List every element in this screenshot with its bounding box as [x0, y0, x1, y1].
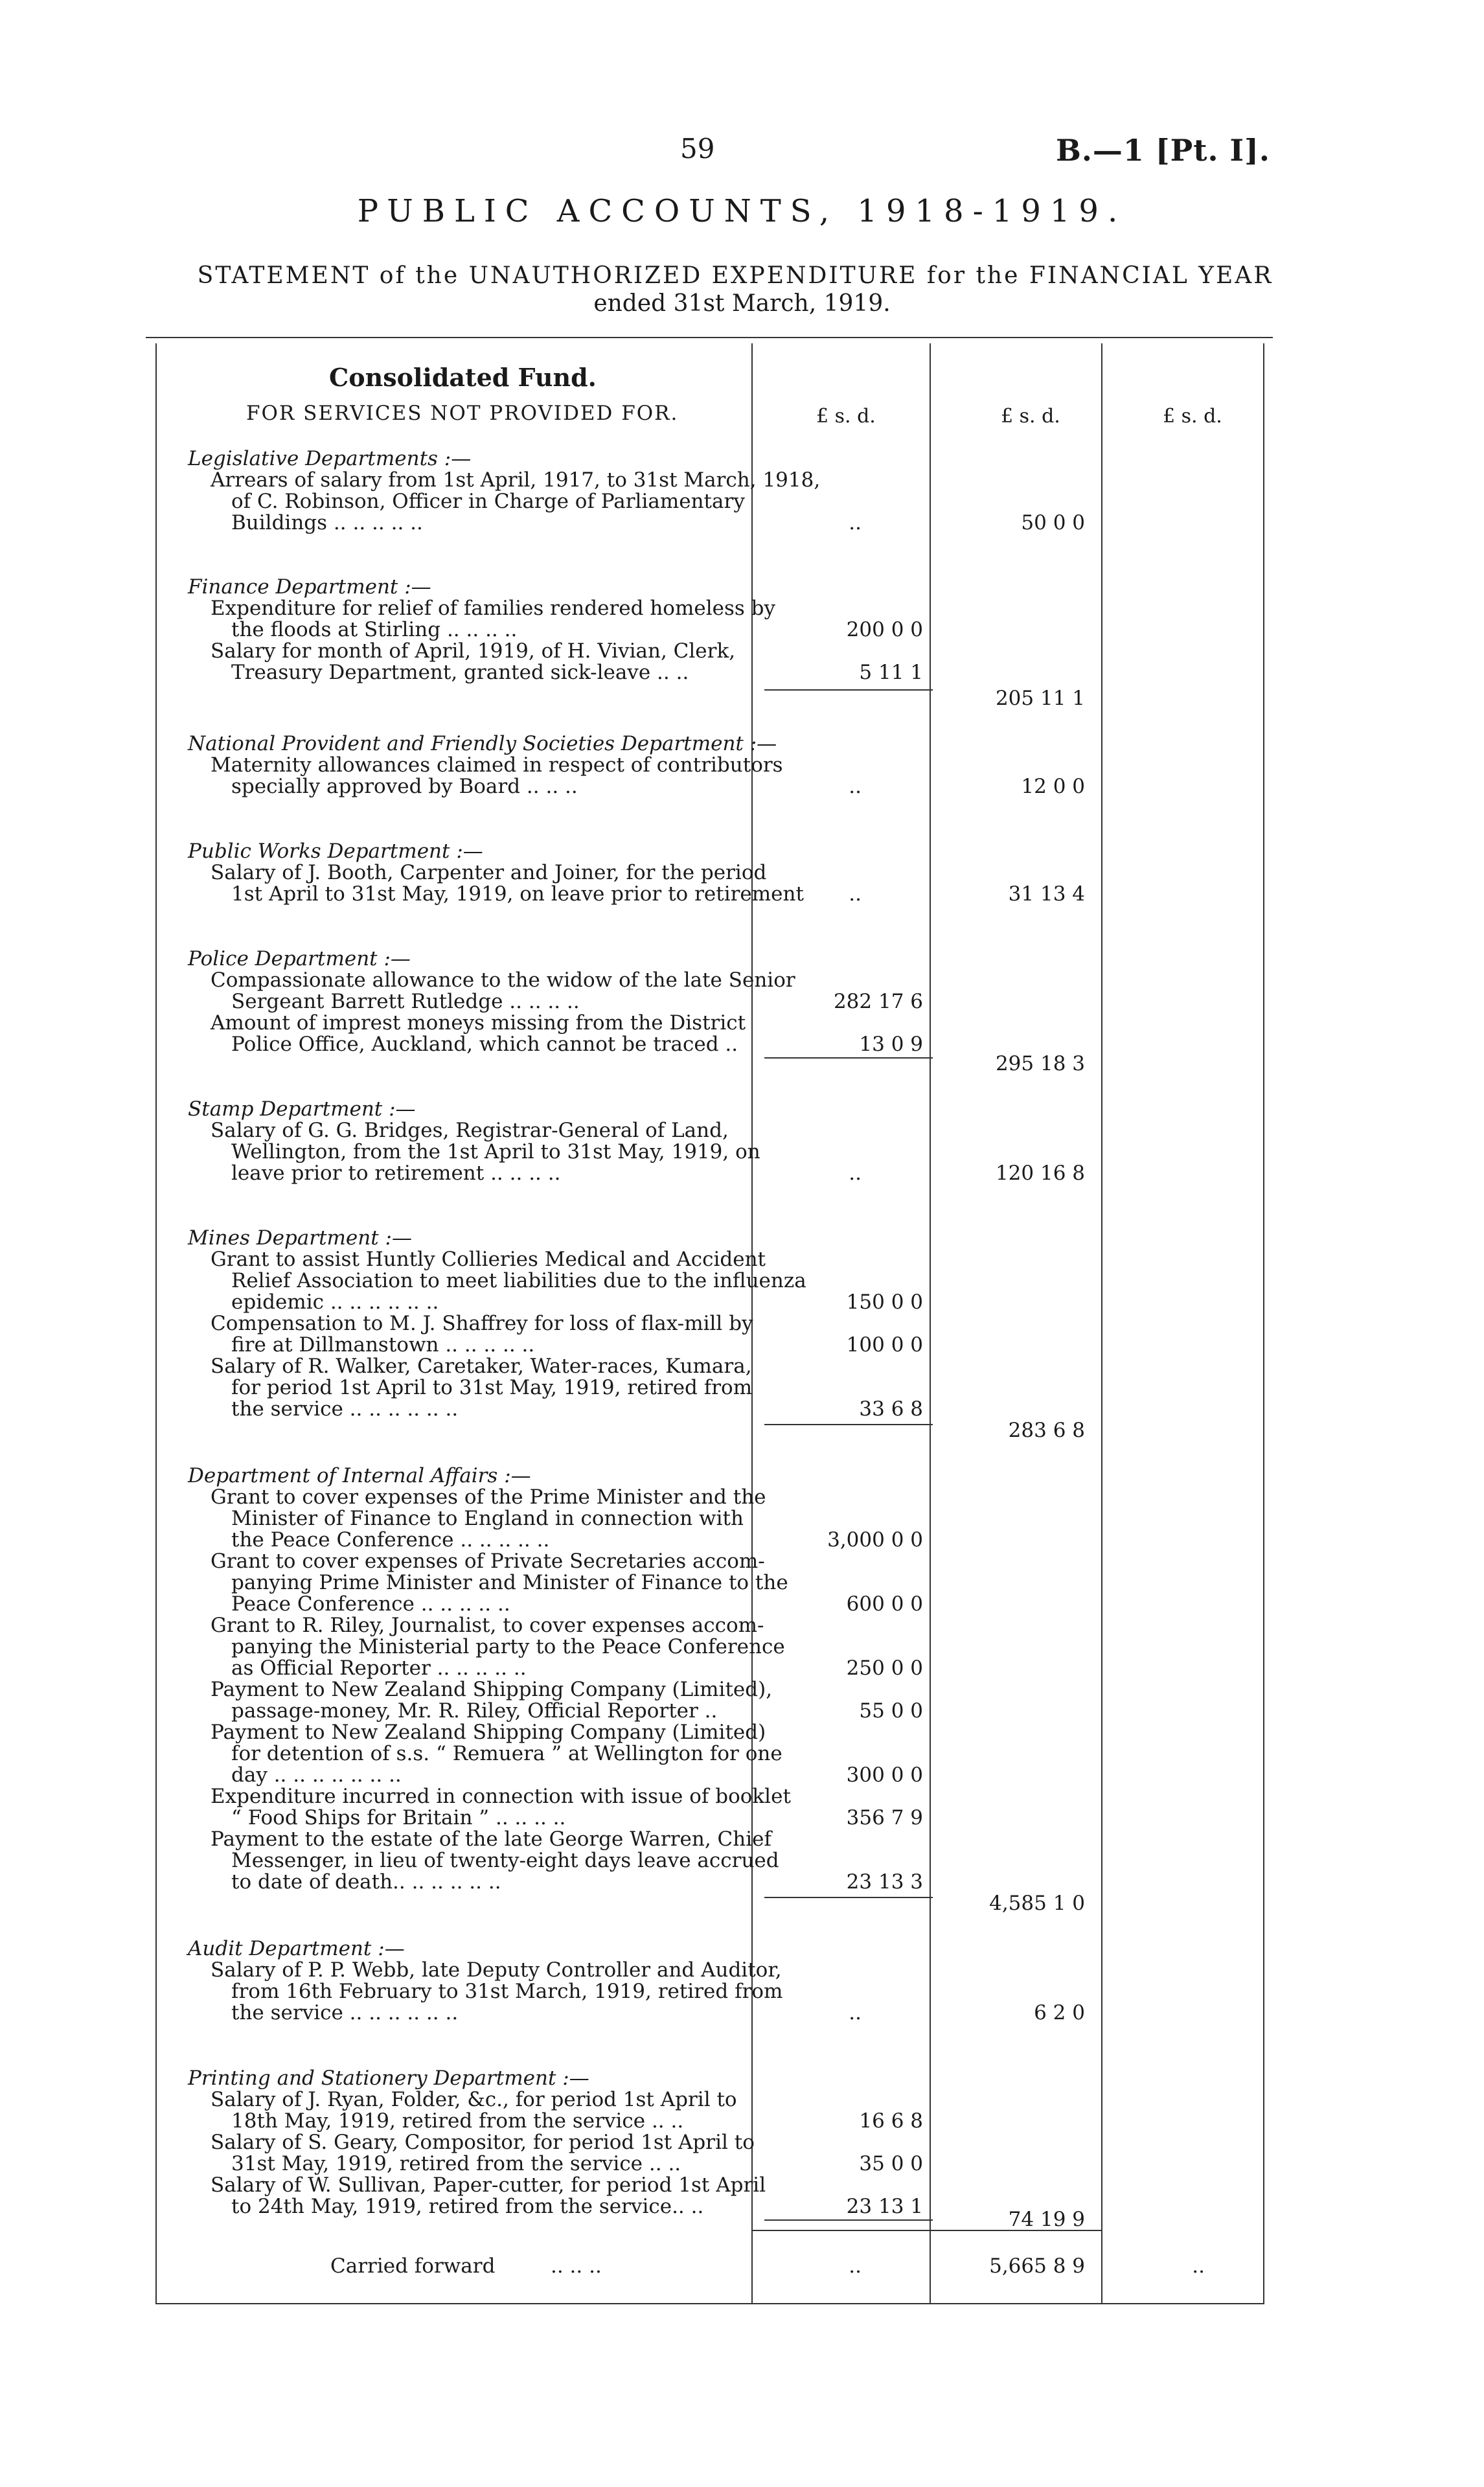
text-line: Amount of imprest moneys missing from the District — [211, 1011, 746, 1035]
dept-finance: Finance Department :— — [188, 575, 431, 599]
amount: .. — [849, 511, 862, 534]
text-line: as Official Reporter .. .. .. .. .. — [231, 1656, 527, 1680]
amount: 16 6 8 — [859, 2109, 923, 2133]
text-line: to date of death.. .. .. .. .. .. — [231, 1870, 501, 1894]
amount: 33 6 8 — [859, 1397, 923, 1421]
amount: 35 0 0 — [859, 2152, 923, 2175]
column-header-3: £ s. d. — [1163, 405, 1222, 428]
amount: 23 13 3 — [846, 1870, 923, 1894]
amount: .. — [849, 2001, 862, 2024]
text-line: the service .. .. .. .. .. .. — [231, 2001, 459, 2024]
text-line: Arrears of salary from 1st April, 1917, to 31st March, 1918, — [211, 468, 821, 492]
column-header-2: £ s. d. — [1001, 405, 1060, 428]
subtotal-rule — [764, 1424, 933, 1425]
text-line: day .. .. .. .. .. .. .. — [231, 1763, 402, 1787]
text-line: Grant to cover expenses of the Prime Minister and the — [211, 1485, 766, 1509]
amount-total: 120 16 8 — [995, 1162, 1085, 1185]
table-col3-rule — [1101, 343, 1102, 2303]
text-line: for detention of s.s. “ Remuera ” at Wellington for one — [231, 1742, 782, 1765]
column-header-1: £ s. d. — [816, 405, 876, 428]
page-number: 59 — [680, 133, 715, 165]
subtotal-rule — [764, 1057, 933, 1059]
amount: 55 0 0 — [859, 1699, 923, 1723]
text-line: 1st April to 31st May, 1919, on leave prior to retirement — [231, 882, 804, 906]
text-line: Grant to assist Huntly Collieries Medical and Accident — [211, 1248, 766, 1271]
text-line: Salary of G. G. Bridges, Registrar-General of Land, — [211, 1119, 729, 1142]
table-top-rule — [146, 337, 1273, 338]
text-line: to 24th May, 1919, retired from the service.. .. — [231, 2195, 704, 2218]
text-line: Compensation to M. J. Shaffrey for loss of flax-mill by — [211, 1312, 753, 1335]
dept-internal-affairs: Department of Internal Affairs :— — [188, 1464, 531, 1487]
table-right-rule — [1263, 343, 1264, 2303]
text-line: Buildings .. .. .. .. .. — [231, 511, 423, 534]
text-line: Payment to New Zealand Shipping Company (Limited), — [211, 1678, 773, 1701]
carried-forward-leaders: .. .. .. — [551, 2254, 602, 2278]
text-line: Salary for month of April, 1919, of H. Vivian, Clerk, — [211, 639, 736, 663]
subtotal-rule — [764, 1897, 933, 1898]
text-line: Maternity allowances claimed in respect of contributors — [211, 753, 783, 777]
dept-printing-stationery: Printing and Stationery Department :— — [188, 2067, 589, 2090]
table-left-rule — [155, 343, 157, 2303]
amount: 100 0 0 — [846, 1333, 923, 1357]
dept-audit: Audit Department :— — [188, 1937, 405, 1960]
text-line: Sergeant Barrett Rutledge .. .. .. .. — [231, 990, 580, 1013]
amount: .. — [849, 775, 862, 798]
text-line: Minister of Finance to England in connection with — [231, 1507, 744, 1530]
amount-total: 4,585 1 0 — [989, 1892, 1085, 1915]
text-line: Salary of R. Walker, Caretaker, Water-races, Kumara, — [211, 1355, 752, 1378]
text-line: panying Prime Minister and Minister of Finance to the — [231, 1571, 788, 1594]
amount: 356 7 9 — [846, 1806, 923, 1829]
text-line: Messenger, in lieu of twenty-eight days leave accrued — [231, 1849, 779, 1872]
carried-forward-label: Carried forward — [330, 2254, 496, 2278]
amount-total: 295 18 3 — [995, 1052, 1085, 1075]
dept-national-provident: National Provident and Friendly Societies Department :— — [188, 732, 777, 755]
dept-public-works: Public Works Department :— — [188, 840, 483, 863]
text-line: specially approved by Board .. .. .. — [231, 775, 578, 798]
amount-total: 283 6 8 — [1008, 1419, 1085, 1442]
text-line: Payment to New Zealand Shipping Company (Limited) — [211, 1721, 766, 1744]
document-reference: B.—1 [Pt. I]. — [1056, 133, 1270, 168]
subtotal-rule — [764, 2219, 933, 2221]
text-line: Grant to cover expenses of Private Secretaries accom- — [211, 1550, 765, 1573]
amount: 3,000 0 0 — [827, 1528, 923, 1552]
fund-title: Consolidated Fund. — [329, 363, 597, 392]
text-line: Peace Conference .. .. .. .. .. — [231, 1592, 510, 1616]
text-line: Expenditure for relief of families rendered homeless by — [211, 597, 775, 620]
amount: 200 0 0 — [846, 618, 923, 641]
text-line: Salary of W. Sullivan, Paper-cutter, for period 1st April — [211, 2173, 766, 2197]
amount-total: 6 2 0 — [1034, 2001, 1085, 2024]
carried-forward-col2: 5,665 8 9 — [989, 2254, 1085, 2278]
amount: .. — [849, 882, 862, 906]
text-line: Salary of P. P. Webb, late Deputy Controller and Auditor, — [211, 1958, 782, 1982]
text-line: epidemic .. .. .. .. .. .. — [231, 1290, 439, 1314]
amount-total: 31 13 4 — [1008, 882, 1085, 906]
text-line: Salary of S. Geary, Compositor, for period 1st April to — [211, 2131, 755, 2154]
carried-forward-col1: .. — [849, 2254, 862, 2278]
amount: 250 0 0 — [846, 1656, 923, 1680]
text-line: Grant to R. Riley, Journalist, to cover expenses accom- — [211, 1614, 764, 1637]
dept-legislative: Legislative Departments :— — [188, 447, 472, 470]
text-line: Payment to the estate of the late George Warren, Chief — [211, 1828, 771, 1851]
text-line: the floods at Stirling .. .. .. .. — [231, 618, 518, 641]
text-line: from 16th February to 31st March, 1919, retired from — [231, 1980, 783, 2003]
amount-total: 205 11 1 — [995, 687, 1085, 710]
table-bottom-rule — [155, 2303, 1264, 2304]
page-title: PUBLIC ACCOUNTS, 1918-1919. — [357, 193, 1127, 229]
dept-stamp: Stamp Department :— — [188, 1097, 416, 1121]
text-line: of C. Robinson, Officer in Charge of Parliamentary — [231, 490, 745, 513]
amount: 600 0 0 — [846, 1592, 923, 1616]
text-line: the Peace Conference .. .. .. .. .. — [231, 1528, 550, 1552]
text-line: Police Office, Auckland, which cannot be traced .. — [231, 1033, 738, 1056]
carried-forward-col3: .. — [1192, 2254, 1205, 2278]
text-line: for period 1st April to 31st May, 1919, retired from — [231, 1376, 753, 1399]
text-line: fire at Dillmanstown .. .. .. .. .. — [231, 1333, 535, 1357]
statement-subheading: ended 31st March, 1919. — [593, 290, 891, 317]
text-line: Relief Association to meet liabilities due to the influenza — [231, 1269, 806, 1292]
text-line: 18th May, 1919, retired from the service .. .. — [231, 2109, 684, 2133]
subtotal-rule — [764, 689, 933, 691]
text-line: passage-money, Mr. R. Riley, Official Reporter .. — [231, 1699, 718, 1723]
dept-mines: Mines Department :— — [188, 1226, 412, 1250]
amount-total: 12 0 0 — [1021, 775, 1085, 798]
text-line: Wellington, from the 1st April to 31st May, 1919, on — [231, 1140, 760, 1163]
amount: 150 0 0 — [846, 1290, 923, 1314]
text-line: Expenditure incurred in connection with issue of booklet — [211, 1785, 791, 1808]
text-line: 31st May, 1919, retired from the service .. .. — [231, 2152, 681, 2175]
amount-total: 50 0 0 — [1021, 511, 1085, 534]
table-subheading: FOR SERVICES NOT PROVIDED FOR. — [246, 402, 679, 425]
amount: 282 17 6 — [833, 990, 923, 1013]
text-line: leave prior to retirement .. .. .. .. — [231, 1162, 561, 1185]
text-line: “ Food Ships for Britain ” .. .. .. .. — [231, 1806, 566, 1829]
text-line: panying the Ministerial party to the Peace Conference — [231, 1635, 785, 1658]
text-line: Salary of J. Ryan, Folder, &c., for period 1st April to — [211, 2088, 737, 2111]
dept-police: Police Department :— — [188, 947, 411, 970]
amount-total: 74 19 9 — [1008, 2208, 1085, 2231]
text-line: Salary of J. Booth, Carpenter and Joiner, for the period — [211, 861, 767, 884]
text-line: Treasury Department, granted sick-leave .. .. — [231, 661, 689, 684]
amount: 5 11 1 — [859, 661, 923, 684]
amount: 300 0 0 — [846, 1763, 923, 1787]
statement-heading: STATEMENT of the UNAUTHORIZED EXPENDITURE for the FINANCIAL YEAR — [197, 262, 1273, 289]
text-line: the service .. .. .. .. .. .. — [231, 1397, 459, 1421]
amount: 23 13 1 — [846, 2195, 923, 2218]
amount: 13 0 9 — [859, 1033, 923, 1056]
amount: .. — [849, 1162, 862, 1185]
text-line: Compassionate allowance to the widow of the late Senior — [211, 968, 795, 992]
